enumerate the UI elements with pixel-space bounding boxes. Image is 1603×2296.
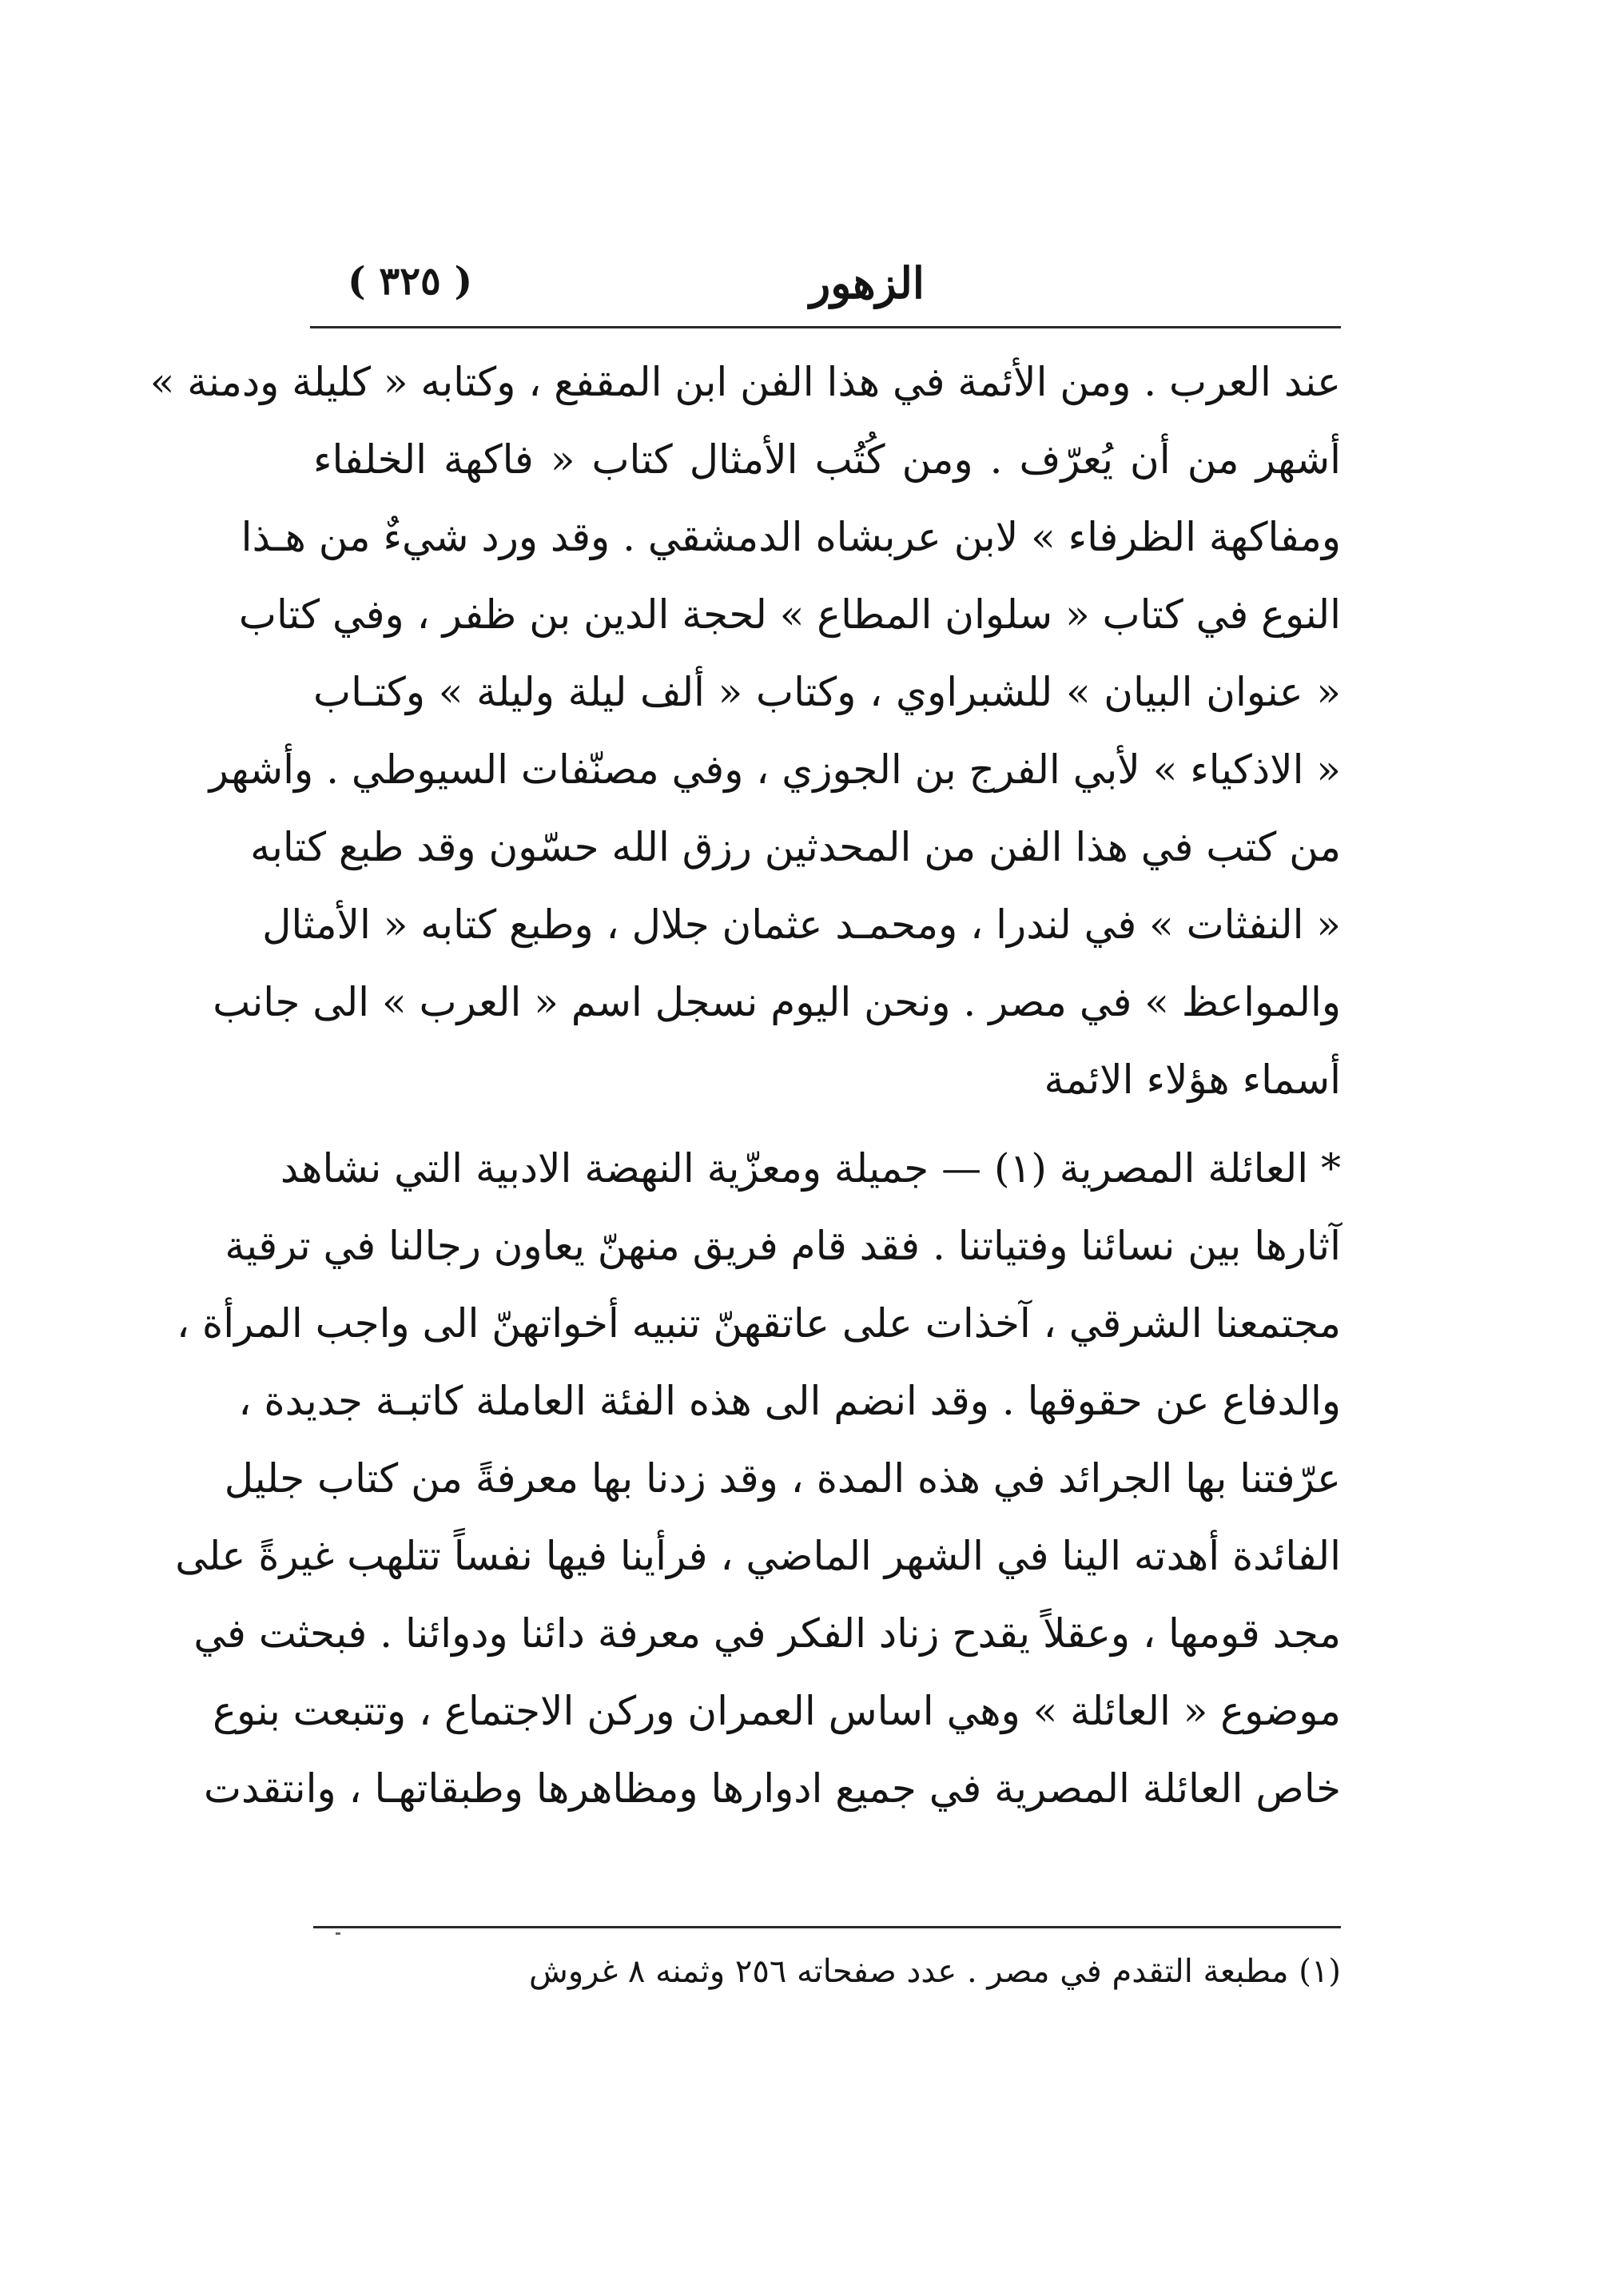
paragraph-break: [313, 1119, 1341, 1130]
text-line: خاص العائلة المصرية في جميع ادوارها ومظاهرها وطبقاتهـا ، وانتقدت: [203, 1765, 1341, 1812]
text-line: « عنوان البيان » للشبراوي ، وكتاب « ألف ليلة وليلة » وكتـاب: [313, 669, 1341, 715]
text-line: « الاذكياء » لأبي الفرج بن الجوزي ، وفي مصنّفات السيوطي . وأشهر: [209, 746, 1341, 793]
page-header: [316, 254, 1342, 326]
paragraph-2: [175, 1130, 1341, 1828]
footnote: (١) مطبعة التقدم في مصر . عدد صفحاته ٢٥٦ وثمنه ٨ غروش: [529, 1953, 1341, 1990]
text-line: موضوع « العائلة » وهي اساس العمران وركن الاجتماع ، وتتبعت بنوع: [213, 1688, 1341, 1734]
text-line: والمواعظ » في مصر . ونحن اليوم نسجل اسم « العرب » الى جانب: [213, 979, 1341, 1025]
text-line: من كتب في هذا الفن من المحدثين رزق الله حسّون وقد طبع كتابه: [250, 824, 1341, 870]
text-line: آثارها بين نسائنا وفتياتنا . فقد قام فريق منهنّ يعاون رجالنا في ترقية: [225, 1223, 1341, 1269]
body-text: [149, 344, 1341, 1828]
paragraph-1: [149, 344, 1341, 1119]
text-line: عرّفتنا بها الجرائد في هذه المدة ، وقد زدنا بها معرفةً من كتاب جليل: [224, 1455, 1341, 1502]
scan-speck: [336, 1932, 340, 1935]
text-line: * العائلة المصرية (١) — جميلة ومعزّية النهضة الادبية التي نشاهد: [280, 1145, 1341, 1192]
page-number: ( ٣٢٥ ): [348, 259, 473, 304]
text-line: مجتمعنا الشرقي ، آخذات على عاتقهنّ تنبيه أخواتهنّ الى واجب المرأة ،: [176, 1300, 1341, 1347]
text-line: « النفثات » في لندرا ، ومحمـد عثمان جلال ، وطبع كتابه « الأمثال: [262, 901, 1341, 948]
text-line: والدفاع عن حقوقها . وقد انضم الى هذه الفئة العاملة كاتبـة جديدة ،: [238, 1378, 1341, 1424]
text-line: ومفاكهة الظرفاء » لابن عربشاه الدمشقي . وقد ورد شيءٌ من هـذا: [241, 514, 1341, 560]
footnote-rule: [313, 1926, 1341, 1928]
text-line: عند العرب . ومن الأئمة في هذا الفن ابن المقفع ، وكتابه « كليلة ودمنة »: [149, 359, 1341, 405]
running-title: الزهور: [809, 257, 925, 308]
text-line: أسماء هؤلاء الائمة: [1044, 1056, 1341, 1103]
text-line: الفائدة أهدته الينا في الشهر الماضي ، فرأينا فيها نفساً تتلهب غيرةً على: [175, 1533, 1341, 1579]
text-line: أشهر من أن يُعرّف . ومن كُتُب الأمثال كتاب « فاكهة الخلفاء: [313, 436, 1341, 483]
text-line: النوع في كتاب « سلوان المطاع » لحجة الدين بن ظفر ، وفي كتاب: [238, 591, 1341, 638]
text-line: مجد قومها ، وعقلاً يقدح زناد الفكر في معرفة دائنا ودوائنا . فبحثت في: [193, 1610, 1341, 1657]
header-rule: [310, 326, 1341, 328]
